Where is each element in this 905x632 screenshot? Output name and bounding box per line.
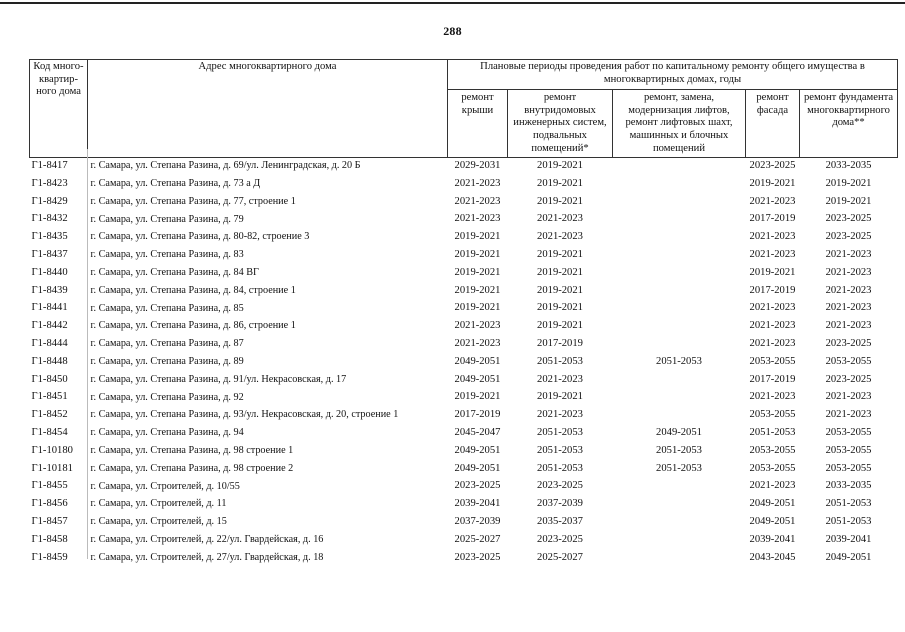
cell-roof: 2045-2047	[454, 427, 501, 439]
cell-address: г. Самара, ул. Строителей, д. 10/55	[90, 480, 240, 492]
cell-address: г. Самара, ул. Степана Разина, д. 79	[90, 213, 244, 225]
cell-engineering: 2037-2039	[537, 498, 583, 510]
cell-code: Г1-8437	[31, 249, 68, 261]
cell-lifts	[613, 229, 746, 247]
cell-address: г. Самара, ул. Степана Разина, д. 86, строение 1	[90, 320, 296, 332]
cell-address: г. Самара, ул. Степана Разина, д. 93/ул. Некрасовская, д. 20, строение 1	[90, 409, 399, 421]
cell-code: Г1-8455	[31, 480, 68, 492]
cell-roof: 2021-2023	[454, 213, 501, 225]
cell-roof: 2037-2039	[454, 516, 501, 527]
cell-engineering: 2019-2021	[537, 391, 583, 403]
cell-engineering: 2023-2025	[537, 533, 583, 545]
cell-address: г. Самара, ул. Строителей, д. 11	[90, 498, 227, 510]
cell-foundation: 2053-2055	[825, 462, 872, 474]
cell-facade: 2023-2025	[749, 160, 796, 172]
cell-roof: 2023-2025	[454, 480, 501, 492]
header-lifts: ремонт, замена, модернизация лифтов, ремонт лифтовых шахт, машинных и блочных помещений	[613, 90, 746, 158]
header-address: Адрес многоквартирного дома	[88, 60, 448, 158]
cell-address: г. Самара, ул. Степана Разина, д. 84, строение 1	[90, 284, 296, 296]
cell-engineering: 2021-2023	[537, 231, 583, 243]
cell-foundation: 2053-2055	[825, 355, 872, 367]
cell-address: г. Самара, ул. Строителей, д. 27/ул. Гвардейская, д. 18	[90, 551, 324, 563]
cell-lifts	[613, 282, 746, 300]
cell-engineering: 2019-2021	[537, 195, 583, 207]
cell-roof: 2025-2027	[454, 533, 501, 545]
cell-facade: 2053-2055	[749, 462, 796, 474]
cell-facade: 2021-2023	[749, 302, 796, 314]
cell-code: Г1-10181	[31, 462, 73, 474]
cell-engineering: 2019-2021	[537, 160, 583, 172]
cell-facade: 2021-2023	[749, 338, 796, 350]
cell-foundation: 2023-2025	[825, 338, 872, 350]
cell-foundation: 2021-2023	[825, 391, 872, 403]
cell-roof: 2021-2023	[454, 177, 501, 189]
cell-engineering: 2019-2021	[537, 302, 583, 314]
cell-facade: 2021-2023	[749, 391, 796, 403]
cell-code: Г1-8442	[31, 320, 68, 332]
cell-code: Г1-8432	[31, 213, 68, 225]
table-row	[30, 531, 898, 549]
cell-foundation: 2021-2023	[825, 409, 872, 421]
cell-facade: 2053-2055	[749, 409, 796, 421]
cell-engineering: 2051-2053	[537, 427, 583, 439]
cell-facade: 2019-2021	[749, 177, 796, 189]
cell-engineering: 2019-2021	[537, 320, 583, 332]
cell-code: Г1-8457	[31, 516, 68, 527]
cell-code: Г1-8450	[31, 373, 68, 385]
table-body	[30, 157, 898, 567]
cell-roof: 2019-2021	[454, 284, 501, 296]
cell-engineering: 2051-2053	[537, 355, 583, 367]
cell-engineering: 2023-2025	[537, 480, 583, 492]
cell-lifts	[613, 389, 746, 407]
table-row	[30, 407, 898, 425]
cell-foundation: 2021-2023	[825, 249, 872, 261]
table-row	[30, 460, 898, 478]
cell-address: г. Самара, ул. Степана Разина, д. 69/ул. Ленинградская, д. 20 Б	[90, 160, 361, 172]
page-number: 288	[443, 24, 462, 38]
table-row	[30, 193, 898, 211]
header-facade: ремонт фасада	[746, 90, 800, 158]
cell-foundation: 2039-2041	[825, 533, 872, 545]
cell-foundation: 2023-2025	[825, 231, 872, 243]
cell-roof: 2049-2051	[454, 444, 501, 456]
cell-engineering: 2017-2019	[537, 338, 583, 350]
cell-foundation: 2021-2023	[825, 320, 872, 332]
cell-address: г. Самара, ул. Степана Разина, д. 87	[90, 338, 244, 350]
cell-code: Г1-8440	[31, 266, 68, 278]
cell-lifts	[613, 211, 746, 229]
cell-facade: 2021-2023	[749, 320, 796, 332]
cell-lifts	[613, 549, 746, 567]
cell-code: Г1-8448	[31, 355, 68, 367]
cell-code: Г1-8459	[31, 551, 68, 563]
cell-code: Г1-8452	[31, 409, 68, 421]
cell-engineering: 2035-2037	[537, 516, 583, 527]
cell-facade: 2051-2053	[749, 427, 796, 439]
cell-lifts	[613, 513, 746, 531]
cell-foundation: 2051-2053	[825, 498, 872, 510]
cell-address: г. Самара, ул. Степана Разина, д. 89	[90, 356, 244, 368]
cell-facade: 2053-2055	[749, 355, 796, 367]
cell-engineering: 2019-2021	[537, 249, 583, 261]
cell-engineering: 2021-2023	[537, 213, 583, 225]
cell-roof: 2049-2051	[454, 373, 501, 385]
cell-code: Г1-8456	[31, 498, 68, 510]
cell-roof: 2039-2041	[454, 498, 501, 510]
header-roof: ремонт крыши	[448, 90, 508, 158]
table-row	[30, 300, 898, 318]
cell-roof: 2021-2023	[454, 195, 501, 207]
cell-facade: 2017-2019	[749, 373, 796, 385]
column-divider	[87, 149, 88, 559]
top-rule	[0, 2, 905, 4]
cell-address: г. Самара, ул. Степана Разина, д. 91/ул. Некрасовская, д. 17	[90, 373, 347, 385]
cell-facade: 2053-2055	[749, 444, 796, 456]
cell-foundation: 2021-2023	[825, 266, 872, 278]
cell-facade: 2021-2023	[749, 195, 796, 207]
cell-facade: 2039-2041	[749, 533, 796, 545]
cell-engineering: 2021-2023	[537, 409, 583, 421]
cell-roof: 2019-2021	[454, 266, 501, 278]
cell-lifts	[613, 157, 746, 175]
cell-engineering: 2021-2023	[537, 373, 583, 385]
header-periods-group: Плановые периоды проведения работ по капитальному ремонту общего имущества в многоквартирных домах, годы	[448, 60, 898, 90]
cell-address: г. Самара, ул. Степана Разина, д. 98 строение 1	[90, 445, 294, 457]
cell-roof: 2021-2023	[454, 320, 501, 332]
cell-lifts: 2049-2051	[656, 427, 702, 439]
cell-lifts	[613, 407, 746, 425]
cell-code: Г1-8435	[31, 231, 68, 243]
cell-address: г. Самара, ул. Степана Разина, д. 73 а Д	[90, 178, 261, 190]
cell-code: Г1-8417	[31, 160, 68, 172]
cell-lifts	[613, 531, 746, 549]
cell-foundation: 2051-2053	[825, 516, 872, 527]
cell-facade: 2021-2023	[749, 231, 796, 243]
cell-facade: 2019-2021	[749, 266, 796, 278]
cell-code: Г1-8441	[31, 302, 68, 314]
cell-foundation: 2023-2025	[825, 213, 872, 225]
table-row	[30, 478, 898, 496]
table-row	[30, 513, 898, 531]
cell-facade: 2017-2019	[749, 284, 796, 296]
cell-foundation: 2033-2035	[825, 480, 872, 492]
table-row	[30, 229, 898, 247]
cell-roof: 2021-2023	[454, 338, 501, 350]
table-row	[30, 264, 898, 282]
table-row	[30, 442, 898, 460]
cell-address: г. Самара, ул. Степана Разина, д. 92	[90, 391, 244, 403]
table-row	[30, 282, 898, 300]
cell-code: Г1-8451	[31, 391, 68, 403]
cell-engineering: 2051-2053	[537, 444, 583, 456]
table-row	[30, 318, 898, 336]
table-row	[30, 496, 898, 514]
cell-roof: 2049-2051	[454, 462, 501, 474]
table-row	[30, 335, 898, 353]
cell-lifts	[613, 371, 746, 389]
table-row	[30, 175, 898, 193]
cell-foundation: 2049-2051	[825, 551, 872, 563]
cell-foundation: 2023-2025	[825, 373, 872, 385]
cell-code: Г1-8429	[31, 195, 68, 207]
cell-code: Г1-8444	[31, 338, 68, 350]
cell-code: Г1-8423	[31, 177, 68, 189]
cell-foundation: 2053-2055	[825, 444, 872, 456]
cell-roof: 2019-2021	[454, 249, 501, 261]
cell-lifts: 2051-2053	[656, 462, 702, 474]
cell-foundation: 2021-2023	[825, 284, 872, 296]
cell-foundation: 2033-2035	[825, 160, 872, 172]
cell-roof: 2029-2031	[454, 160, 501, 172]
cell-address: г. Самара, ул. Степана Разина, д. 85	[90, 302, 244, 314]
cell-facade: 2049-2051	[749, 498, 796, 510]
cell-lifts: 2051-2053	[656, 444, 702, 456]
cell-foundation: 2019-2021	[825, 177, 872, 189]
cell-engineering: 2019-2021	[537, 177, 583, 189]
table-row	[30, 549, 898, 567]
cell-lifts	[613, 193, 746, 211]
repair-schedule-table	[29, 59, 898, 567]
cell-address: г. Самара, ул. Степана Разина, д. 80-82, строение 3	[90, 231, 310, 243]
cell-roof: 2019-2021	[454, 391, 501, 403]
cell-lifts	[613, 478, 746, 496]
cell-lifts	[613, 247, 746, 265]
cell-engineering: 2019-2021	[537, 284, 583, 296]
cell-facade: 2017-2019	[749, 213, 796, 225]
cell-code: Г1-8454	[31, 427, 68, 439]
table-row	[30, 211, 898, 229]
cell-lifts	[613, 300, 746, 318]
cell-address: г. Самара, ул. Степана Разина, д. 83	[90, 249, 244, 261]
cell-facade: 2043-2045	[749, 551, 796, 563]
cell-lifts	[613, 175, 746, 193]
table-row	[30, 353, 898, 371]
table-row	[30, 424, 898, 442]
cell-foundation: 2021-2023	[825, 302, 872, 314]
cell-facade: 2049-2051	[749, 516, 796, 527]
cell-engineering: 2051-2053	[537, 462, 583, 474]
cell-address: г. Самара, ул. Строителей, д. 22/ул. Гвардейская, д. 16	[90, 534, 324, 546]
table-row	[30, 371, 898, 389]
header-code: Код много-квартир-ного дома	[30, 60, 88, 158]
cell-address: г. Самара, ул. Степана Разина, д. 77, строение 1	[90, 195, 296, 207]
cell-roof: 2049-2051	[454, 355, 501, 367]
cell-address: г. Самара, ул. Строителей, д. 15	[90, 516, 227, 528]
cell-roof: 2023-2025	[454, 551, 501, 563]
header-engineering: ремонт внутридомовых инженерных систем, подвальных помещений*	[508, 90, 613, 158]
cell-foundation: 2019-2021	[825, 195, 872, 207]
cell-lifts: 2051-2053	[656, 355, 702, 367]
cell-code: Г1-10180	[31, 444, 73, 456]
cell-code: Г1-8458	[31, 533, 68, 545]
table-row	[30, 157, 898, 175]
cell-code: Г1-8439	[31, 284, 68, 296]
cell-facade: 2021-2023	[749, 249, 796, 261]
cell-address: г. Самара, ул. Степана Разина, д. 84 ВГ	[90, 267, 259, 279]
cell-engineering: 2025-2027	[537, 551, 583, 563]
header-foundation: ремонт фундамента многоквартирного дома**	[800, 90, 898, 158]
cell-engineering: 2019-2021	[537, 266, 583, 278]
cell-roof: 2019-2021	[454, 302, 501, 314]
table-row	[30, 389, 898, 407]
cell-lifts	[613, 318, 746, 336]
cell-lifts	[613, 496, 746, 514]
cell-facade: 2021-2023	[749, 480, 796, 492]
table-row	[30, 247, 898, 265]
cell-address: г. Самара, ул. Степана Разина, д. 94	[90, 427, 244, 439]
cell-foundation: 2053-2055	[825, 427, 872, 439]
cell-address: г. Самара, ул. Степана Разина, д. 98 строение 2	[90, 462, 294, 474]
cell-roof: 2019-2021	[454, 231, 501, 243]
cell-lifts	[613, 335, 746, 353]
cell-lifts	[613, 264, 746, 282]
cell-roof: 2017-2019	[454, 409, 501, 421]
